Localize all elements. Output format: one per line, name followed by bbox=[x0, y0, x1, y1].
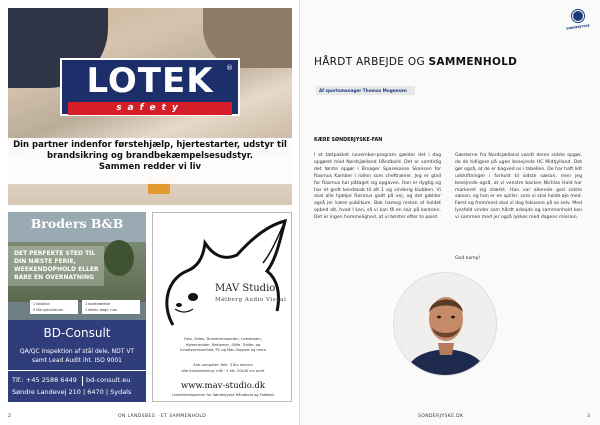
lotek-ad[interactable] bbox=[8, 8, 292, 205]
divider bbox=[82, 376, 83, 386]
broders-offer-line: BARE EN OVERNATNING bbox=[14, 274, 95, 281]
contact-line: Alle computer: tekl. 3 års service bbox=[193, 363, 253, 367]
broders-offer-line: DET PERFEKTE STED TIL bbox=[14, 250, 96, 257]
lotek-text-line: Din partner indenfor førstehjælp, hjertestarter, udstyr til bbox=[13, 140, 287, 150]
mav-footer: Livestreampartner for Sønderjyske Håndbold og Fodbold bbox=[172, 393, 274, 397]
crest-text: SØNDERJYSKE bbox=[565, 23, 591, 31]
mav-contact bbox=[161, 363, 285, 374]
lotek-logo bbox=[60, 58, 240, 116]
ad-photo-tree bbox=[104, 240, 134, 276]
footer-text: ON LANDSBEG · ET SAMMENHOLD bbox=[118, 414, 207, 419]
heading-light: HÅRDT ARBEJDE OG bbox=[314, 56, 429, 68]
dog-nose bbox=[176, 303, 182, 307]
signoff: God kamp! bbox=[455, 256, 481, 261]
byline: Af sportsmanager Thomas Mogensen bbox=[316, 86, 415, 95]
broders-title: Broders B&B bbox=[30, 216, 124, 231]
bd-consult-line: samt Lead Audit iht. ISO 9001 bbox=[32, 357, 122, 364]
lotek-brand: LOTEK bbox=[86, 61, 214, 101]
service-line: Foto, Video, Dronetransporten, Livestream, bbox=[184, 337, 262, 341]
broders-offer-line: DIN NÆSTE FERIE, bbox=[14, 258, 76, 265]
article-column-2: Gæsterne fra Nordsjælland vandt deres sidste opgør, da de tidligere på ugen besejrede HC Midtjylland. Det gør også, at de er bagved os i tabellen. De har haft lidt udskiftninger i forhold til sidste sæson, men jeg besejrede også, at vi venstre backen Nichlas Hald har markeret sig stærkt. Han var allerede god sidste sæson, og han er en spiller, som vi skal holde øje med. Først og fremmest skal vi dog fokusere på os selv. Med lyssfald vinder som hårdt arbejde og sammenhold kan vi sammen med jer også lykkes med dagens mission. bbox=[455, 153, 582, 221]
page-number: 2 bbox=[8, 414, 11, 419]
service-line: Hjemmesider, Reklamer, Stille, Trailer- og bbox=[185, 342, 261, 347]
mav-website[interactable]: www.mav-studio.dk bbox=[181, 381, 265, 391]
lotek-text bbox=[8, 138, 292, 184]
author-portrait bbox=[393, 272, 497, 376]
broders-bd-consult-ad[interactable] bbox=[8, 212, 146, 402]
registered-mark: ® bbox=[226, 64, 233, 72]
bd-consult-line: QA/QC inspektion af stål dele, NDT VT bbox=[19, 348, 135, 355]
room-line: 1 lokation bbox=[33, 302, 50, 306]
lotek-text-line: brandsikring og brandbekæmpelsesudstyr. bbox=[47, 151, 253, 161]
portrait-illustration bbox=[394, 273, 497, 376]
broders-offer-line: WEEKENDOPHOLD ELLER bbox=[14, 266, 99, 273]
page-number: 3 bbox=[587, 414, 590, 419]
mav-studio-ad[interactable] bbox=[152, 212, 292, 402]
room-line: 1 badeværelse bbox=[85, 302, 111, 306]
bd-consult-title: BD-Consult bbox=[43, 326, 111, 340]
bd-consult-block bbox=[8, 320, 146, 402]
bd-consult-website[interactable]: bd-consult.eu bbox=[86, 376, 131, 384]
footer-text: SONDERJYSKE.DK bbox=[418, 414, 464, 419]
mav-title: MAV Studio bbox=[215, 283, 276, 294]
heading-bold: SAMMENHOLD bbox=[428, 56, 518, 68]
room-line: 1 elektr. dags. rum bbox=[85, 308, 118, 312]
broders-room-info bbox=[82, 300, 140, 314]
club-crest-icon bbox=[572, 10, 584, 22]
greeting: KÆRE SØNDERJYSKE-FAN bbox=[314, 138, 383, 143]
service-line: Inhaltsvirksomhed, PC og Mac-Support og mere bbox=[180, 348, 266, 352]
bd-consult-address: Søndre Landevej 210 | 6470 | Sydals bbox=[12, 388, 132, 396]
lotek-text-line: Sammen redder vi liv bbox=[98, 162, 202, 172]
room-line: 5 lille opholdsrum bbox=[33, 308, 64, 312]
bd-consult-phone: Tlf.: +45 2588 6449 bbox=[12, 376, 77, 384]
divider bbox=[8, 370, 146, 371]
mav-services bbox=[161, 337, 285, 354]
mav-subtitle: Mølberg Audio Visual bbox=[215, 297, 287, 303]
lotek-tagline: safety bbox=[68, 102, 232, 115]
dog-illustration bbox=[153, 213, 292, 333]
contact-line: Alle livestreaming: mål · 1 tdt. 20x30 cm print bbox=[181, 368, 265, 373]
dog-eye bbox=[188, 293, 198, 301]
broders-room-info bbox=[30, 300, 78, 314]
article-column-1: I et tætpakket november-program gælder det i dag opgøret mod Nordsjælland Håndbold. Det er samtidig det første opgør i Broager Sparekasse Skansen for Rasmus Kamber i rollen som cheftræner. Jeg er glad for Rasmus har påtaget sig opgaven. Han er dygtig og har et godt kendskab til alt 1 og vinderig klubben. Vi skal alle hjælpe Rasmus godt på vej, og det gælder også jer kære publikum. Bak hamog resten af holdet opbed alt, hvad I kan, så vi kan få en sejr på kontoen. Det er ingen hemmelighed, at vi tørster efter to point. bbox=[314, 153, 441, 221]
article-heading bbox=[314, 56, 517, 68]
